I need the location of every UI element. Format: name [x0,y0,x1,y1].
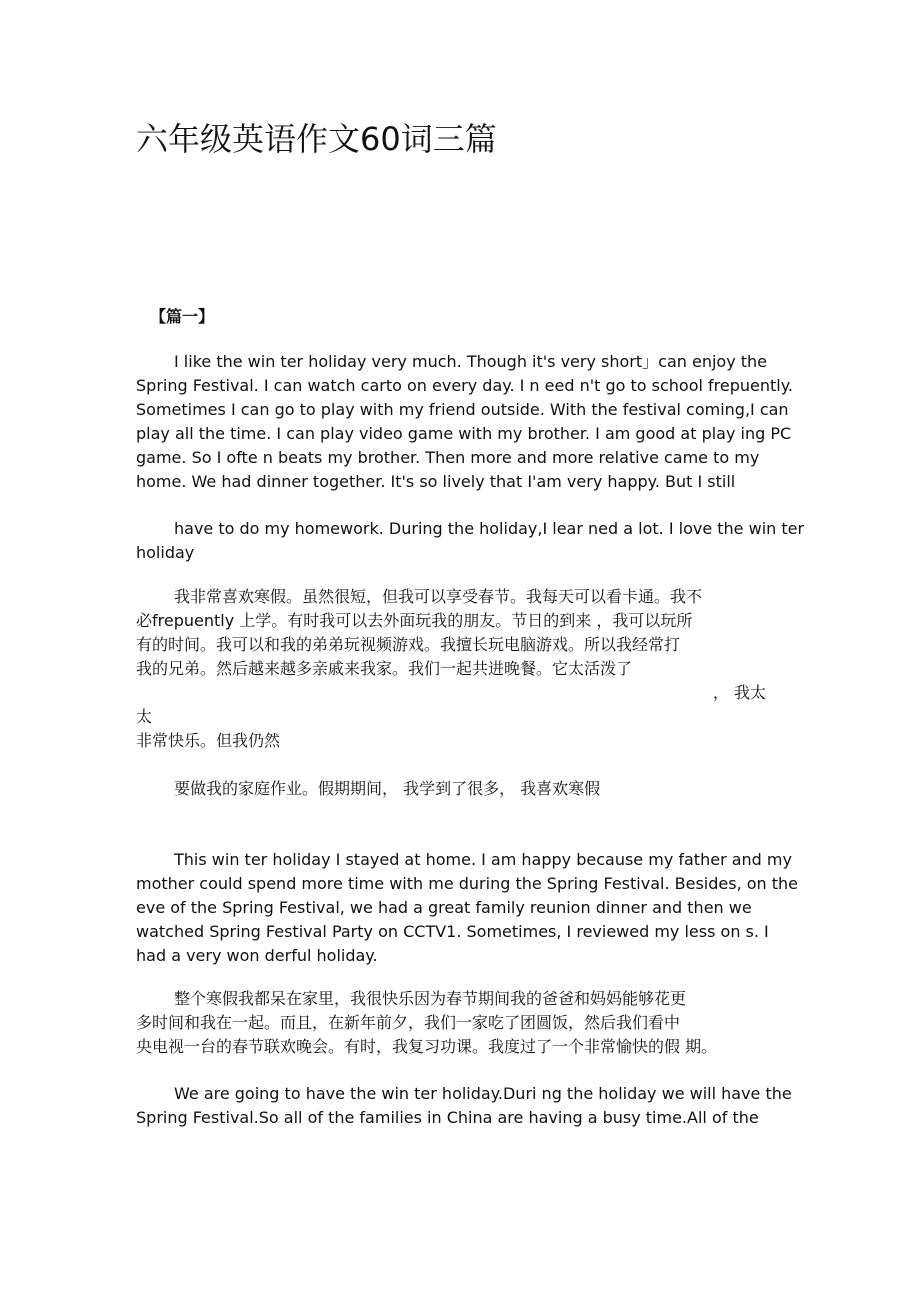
text-line: This win ter holiday I stayed at home. I am happy because my father and my [174,850,792,869]
section-label: 【篇一】 [150,307,215,326]
paragraph-3-chinese [136,585,770,753]
paragraph-4-chinese [136,777,770,801]
text-line: 我非常喜欢寒假。虽然很短，但我可以享受春节。我每天可以看卡通。我不 [174,587,703,606]
text-line: 央电视一台的春节联欢晚会。有时，我复习功课。我度过了一个非常愉快的假 期。 [136,1037,718,1056]
paragraph-5-english [136,848,799,968]
text-line: 我的兄弟。然后越来越多亲戚来我家。我们一起共进晚餐。它太活泼了 [136,659,633,678]
text-line: 有的时间。我可以和我的弟弟玩视频游戏。我擅长玩电脑游戏。所以我经常打 [136,635,681,654]
text-line: had a very won derful holiday. [136,946,378,965]
text-line: Sometimes I can go to play with my friend outside. With the festival coming,I can [136,400,789,419]
text-line: game. So I ofte n beats my brother. Then more and more relative came to my [136,448,760,467]
text-line: Spring Festival. I can watch carto on every day. I n eed n't go to school frepuently. [136,376,794,395]
text-line: 多时间和我在一起。而且，在新年前夕，我们一家吃了团圆饭，然后我们看中 [136,1013,681,1032]
paragraph-6-chinese [136,987,770,1059]
paragraph-7-english [136,1082,792,1130]
text-line: eve of the Spring Festival, we had a great family reunion dinner and then we [136,898,752,917]
text-line: I like the win ter holiday very much. Though it's very short」can enjoy the [174,352,768,371]
text-line: 必frepuently 上学。有时我可以去外面玩我的朋友。节日的到来 ，我可以玩所 [136,611,693,630]
text-line: Spring Festival.So all of the families in China are having a busy time.All of the [136,1108,759,1127]
text-line: 整个寒假我都呆在家里，我很快乐因为春节期间我的爸爸和妈妈能够花更 [174,989,687,1008]
text-line: play all the time. I can play video game with my brother. I am good at play ing PC [136,424,792,443]
text-line: home. We had dinner together. It's so lively that I'am very happy. But I still [136,472,736,491]
paragraph-1-english [136,350,794,494]
text-line: We are going to have the win ter holiday.Duri ng the holiday we will have the [174,1084,792,1103]
text-line: have to do my homework. During the holiday,I lear ned a lot. I love the win ter [174,519,805,538]
text-line: holiday [136,543,195,562]
paragraph-2-english [136,517,805,565]
text-line: watched Spring Festival Party on CCTV1. Sometimes, I reviewed my less on s. I [136,922,769,941]
text-line: 要做我的家庭作业。假期期间， 我学到了很多， 我喜欢寒假 [174,779,601,798]
document-title: 六年级英语作文60词三篇 [136,120,497,158]
text-line: ， 我太 [712,683,766,702]
text-line: 非常快乐。但我仍然 [136,731,281,750]
text-line: 太 [136,707,153,726]
text-line: mother could spend more time with me during the Spring Festival. Besides, on the [136,874,799,893]
